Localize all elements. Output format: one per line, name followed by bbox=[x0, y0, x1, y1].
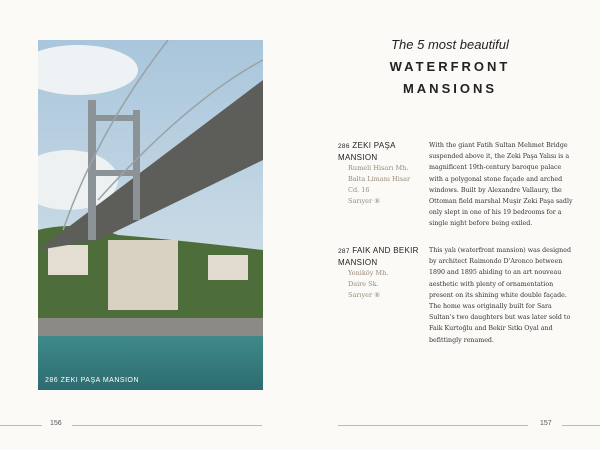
title-line-2: MANSIONS bbox=[402, 81, 498, 96]
entry-286-header bbox=[338, 140, 423, 207]
entry-name: FAIK AND BEKIR MANSION bbox=[338, 246, 419, 267]
footer-rule bbox=[72, 425, 262, 426]
entry-286-text: With the giant Fatih Sultan Mehmet Bridge suspended above it, the Zeki Paşa Yalısı is a magnificent 19th-century baroque palace with a polygonal stone façade and arched windows. Built by Alexandre Vallaury, the Ottoman field marshal Muşir Zeki Paşa sadly only slept in one of his 19 bedrooms for a single night before being exiled. bbox=[429, 142, 573, 228]
page-number-right: 157 bbox=[540, 420, 552, 427]
entry-287-header bbox=[338, 245, 423, 301]
address-line: Sarıyer ⑧ bbox=[348, 291, 381, 299]
footer-rule bbox=[562, 425, 600, 426]
footer-rule bbox=[0, 425, 42, 426]
entry-name: ZEKI PAŞA MANSION bbox=[338, 141, 396, 162]
address-line: Yeniköy Mh. bbox=[348, 269, 389, 277]
entry-number: 286 bbox=[338, 143, 350, 150]
entry-number: 287 bbox=[338, 248, 350, 255]
address-line: Balta Limanı Hisar bbox=[348, 175, 411, 183]
address-line: Sarıyer ⑧ bbox=[348, 197, 381, 205]
entry-287-text: This yalı (waterfront mansion) was designed by architect Raimondo D'Aronco between 1890 and 1895 abiding to an art nouveau aesthetic with plenty of ornamentation present on its shining white double façade. The home was originally built for Sara Sultan's two daughters but was later sold to Faik Kurtoğlu and Bekir Sıtkı Oyal and befittingly renamed. bbox=[429, 247, 571, 344]
page-number-left: 156 bbox=[50, 420, 62, 427]
address-line: Daire Sk. bbox=[348, 280, 379, 288]
address-line: Rumeli Hisarı Mh. bbox=[348, 164, 409, 172]
mansion-bridge-photo bbox=[38, 40, 263, 390]
title-kicker: The 5 most beautiful bbox=[391, 37, 509, 52]
address-line: Cd. 16 bbox=[348, 186, 370, 194]
footer-rule bbox=[338, 425, 528, 426]
photo-caption: 286 ZEKI PAŞA MANSION bbox=[45, 377, 140, 384]
title-line-1: WATERFRONT bbox=[389, 59, 511, 74]
